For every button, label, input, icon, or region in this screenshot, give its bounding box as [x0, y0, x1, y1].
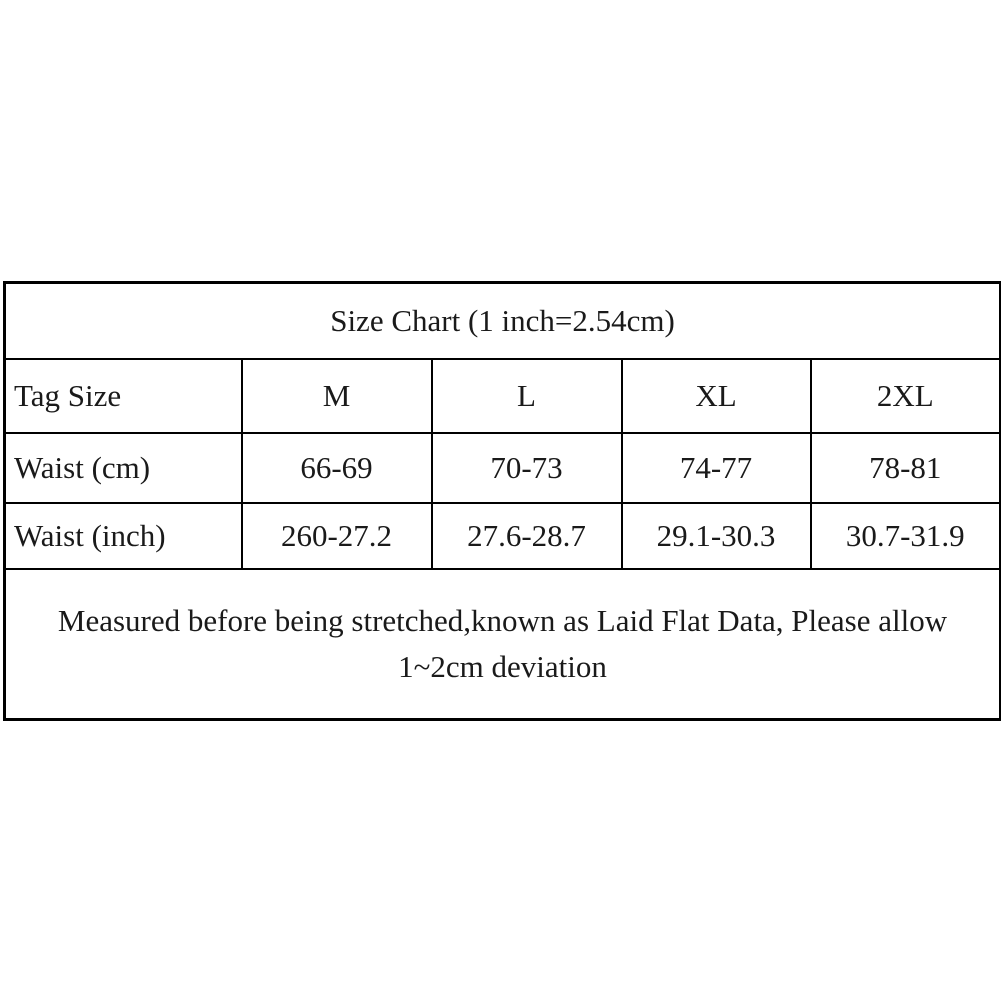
table-cell: 27.6-28.7 [432, 503, 622, 569]
header-cell-m: M [242, 359, 432, 433]
table-row [5, 433, 1001, 503]
header-cell-2xl: 2XL [811, 359, 1001, 433]
header-row [5, 359, 1001, 433]
table-cell: 66-69 [242, 433, 432, 503]
row-label-waist-cm: Waist (cm) [5, 433, 242, 503]
table-cell: 70-73 [432, 433, 622, 503]
table-cell: 74-77 [622, 433, 811, 503]
note-row [5, 569, 1001, 720]
table-title: Size Chart (1 inch=2.54cm) [5, 283, 1001, 360]
table-cell: 78-81 [811, 433, 1001, 503]
table-cell: 30.7-31.9 [811, 503, 1001, 569]
size-chart-table [3, 281, 1001, 721]
table-cell: 260-27.2 [242, 503, 432, 569]
title-row [5, 283, 1001, 360]
table-footnote: Measured before being stretched,known as Laid Flat Data, Please allow 1~2cm deviation [5, 569, 1001, 720]
row-label-waist-inch: Waist (inch) [5, 503, 242, 569]
header-cell-l: L [432, 359, 622, 433]
table-cell: 29.1-30.3 [622, 503, 811, 569]
header-cell-xl: XL [622, 359, 811, 433]
header-cell-tag-size: Tag Size [5, 359, 242, 433]
table-row [5, 503, 1001, 569]
